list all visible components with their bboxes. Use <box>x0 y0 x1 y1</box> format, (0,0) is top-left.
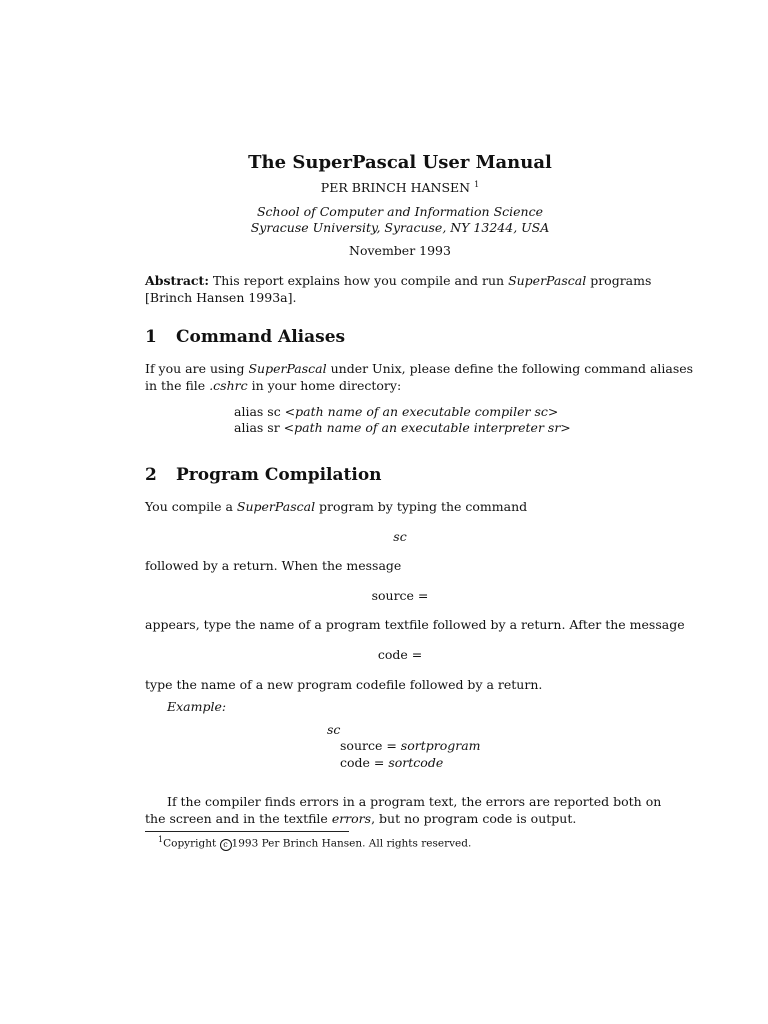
alias-sr-line <box>234 419 571 436</box>
text: program by typing the command <box>319 499 528 514</box>
section-1-title: Command Aliases <box>176 327 346 347</box>
example-label: Example: <box>167 699 227 714</box>
example-code-value: sortcode <box>388 755 444 770</box>
text: in the file <box>145 378 206 393</box>
footnote-text: Copyright <box>163 837 217 850</box>
text: in your home directory: <box>251 378 402 393</box>
affiliation-line-2: Syracuse University, Syracuse, NY 13244, USA <box>250 220 550 235</box>
alias-sr-path: path name of an executable interpreter sr <box>294 420 561 435</box>
abstract-line-1 <box>145 272 651 289</box>
text: You compile a <box>145 499 233 514</box>
section-1-heading <box>145 327 345 347</box>
section-1-number: 1 <box>145 327 157 347</box>
author-line <box>0 180 768 195</box>
footnote-text-end: 1993 Per Brinch Hansen. All rights reserved. <box>231 837 472 850</box>
errors-filename: errors <box>331 811 372 826</box>
section-2-number: 2 <box>145 465 157 485</box>
superpascal-term: SuperPascal <box>248 361 327 376</box>
text: under Unix, please define the following command aliases <box>330 361 694 376</box>
example-source-line <box>340 737 481 754</box>
abstract-line-2: [Brinch Hansen 1993a]. <box>145 290 297 305</box>
footnote-mark: 1 <box>158 835 164 844</box>
text: , but no program code is output. <box>371 811 577 826</box>
author-name: PER BRINCH HANSEN <box>320 180 471 196</box>
section-2-heading <box>145 465 382 485</box>
section-2-para-3: appears, type the name of a program textfile followed by a return. After the message <box>145 617 685 632</box>
text: If you are using <box>145 361 245 376</box>
text: code = <box>340 755 385 770</box>
text: alias sr < <box>234 420 295 435</box>
author-footnote-mark: 1 <box>474 180 480 189</box>
command-sc: sc <box>393 529 407 544</box>
message-source: source = <box>371 588 429 603</box>
text: source = <box>340 738 397 753</box>
footnote-divider <box>145 831 349 832</box>
example-source-value: sortprogram <box>400 738 481 753</box>
affiliation-line-1: School of Computer and Information Science <box>256 204 543 219</box>
text: the screen and in the textfile <box>145 811 328 826</box>
abstract-label: Abstract: <box>145 273 209 288</box>
section-2-para-4: type the name of a new program codefile followed by a return. <box>145 677 543 692</box>
paper-title: The SuperPascal User Manual <box>248 152 552 173</box>
abstract-text: This report explains how you compile and run <box>212 273 505 288</box>
alias-sc-line <box>234 403 558 420</box>
alias-sc-path: path name of an executable compiler sc <box>295 404 548 419</box>
abstract-text-end: programs <box>590 273 652 288</box>
section-2-para-5-line-1: If the compiler finds errors in a program text, the errors are reported both on <box>167 794 662 809</box>
date: November 1993 <box>349 243 451 258</box>
section-2-para-1 <box>145 498 527 515</box>
abstract-superpascal: SuperPascal <box>508 273 587 288</box>
section-2-para-5-line-2 <box>145 810 576 827</box>
text: alias sc < <box>234 404 296 419</box>
footnote <box>158 835 471 851</box>
text: > <box>547 404 559 419</box>
copyright-icon: c <box>220 839 232 851</box>
section-2-para-2: followed by a return. When the message <box>145 558 402 573</box>
example-code-line <box>340 754 443 771</box>
example-sc: sc <box>327 722 341 737</box>
message-code: code = <box>377 647 423 662</box>
cshrc-filename: .cshrc <box>209 378 248 393</box>
superpascal-term: SuperPascal <box>236 499 316 514</box>
section-2-title: Program Compilation <box>176 465 382 485</box>
text: > <box>560 420 571 435</box>
section-1-para-line-1 <box>145 360 693 377</box>
section-1-para-line-2 <box>145 377 401 394</box>
